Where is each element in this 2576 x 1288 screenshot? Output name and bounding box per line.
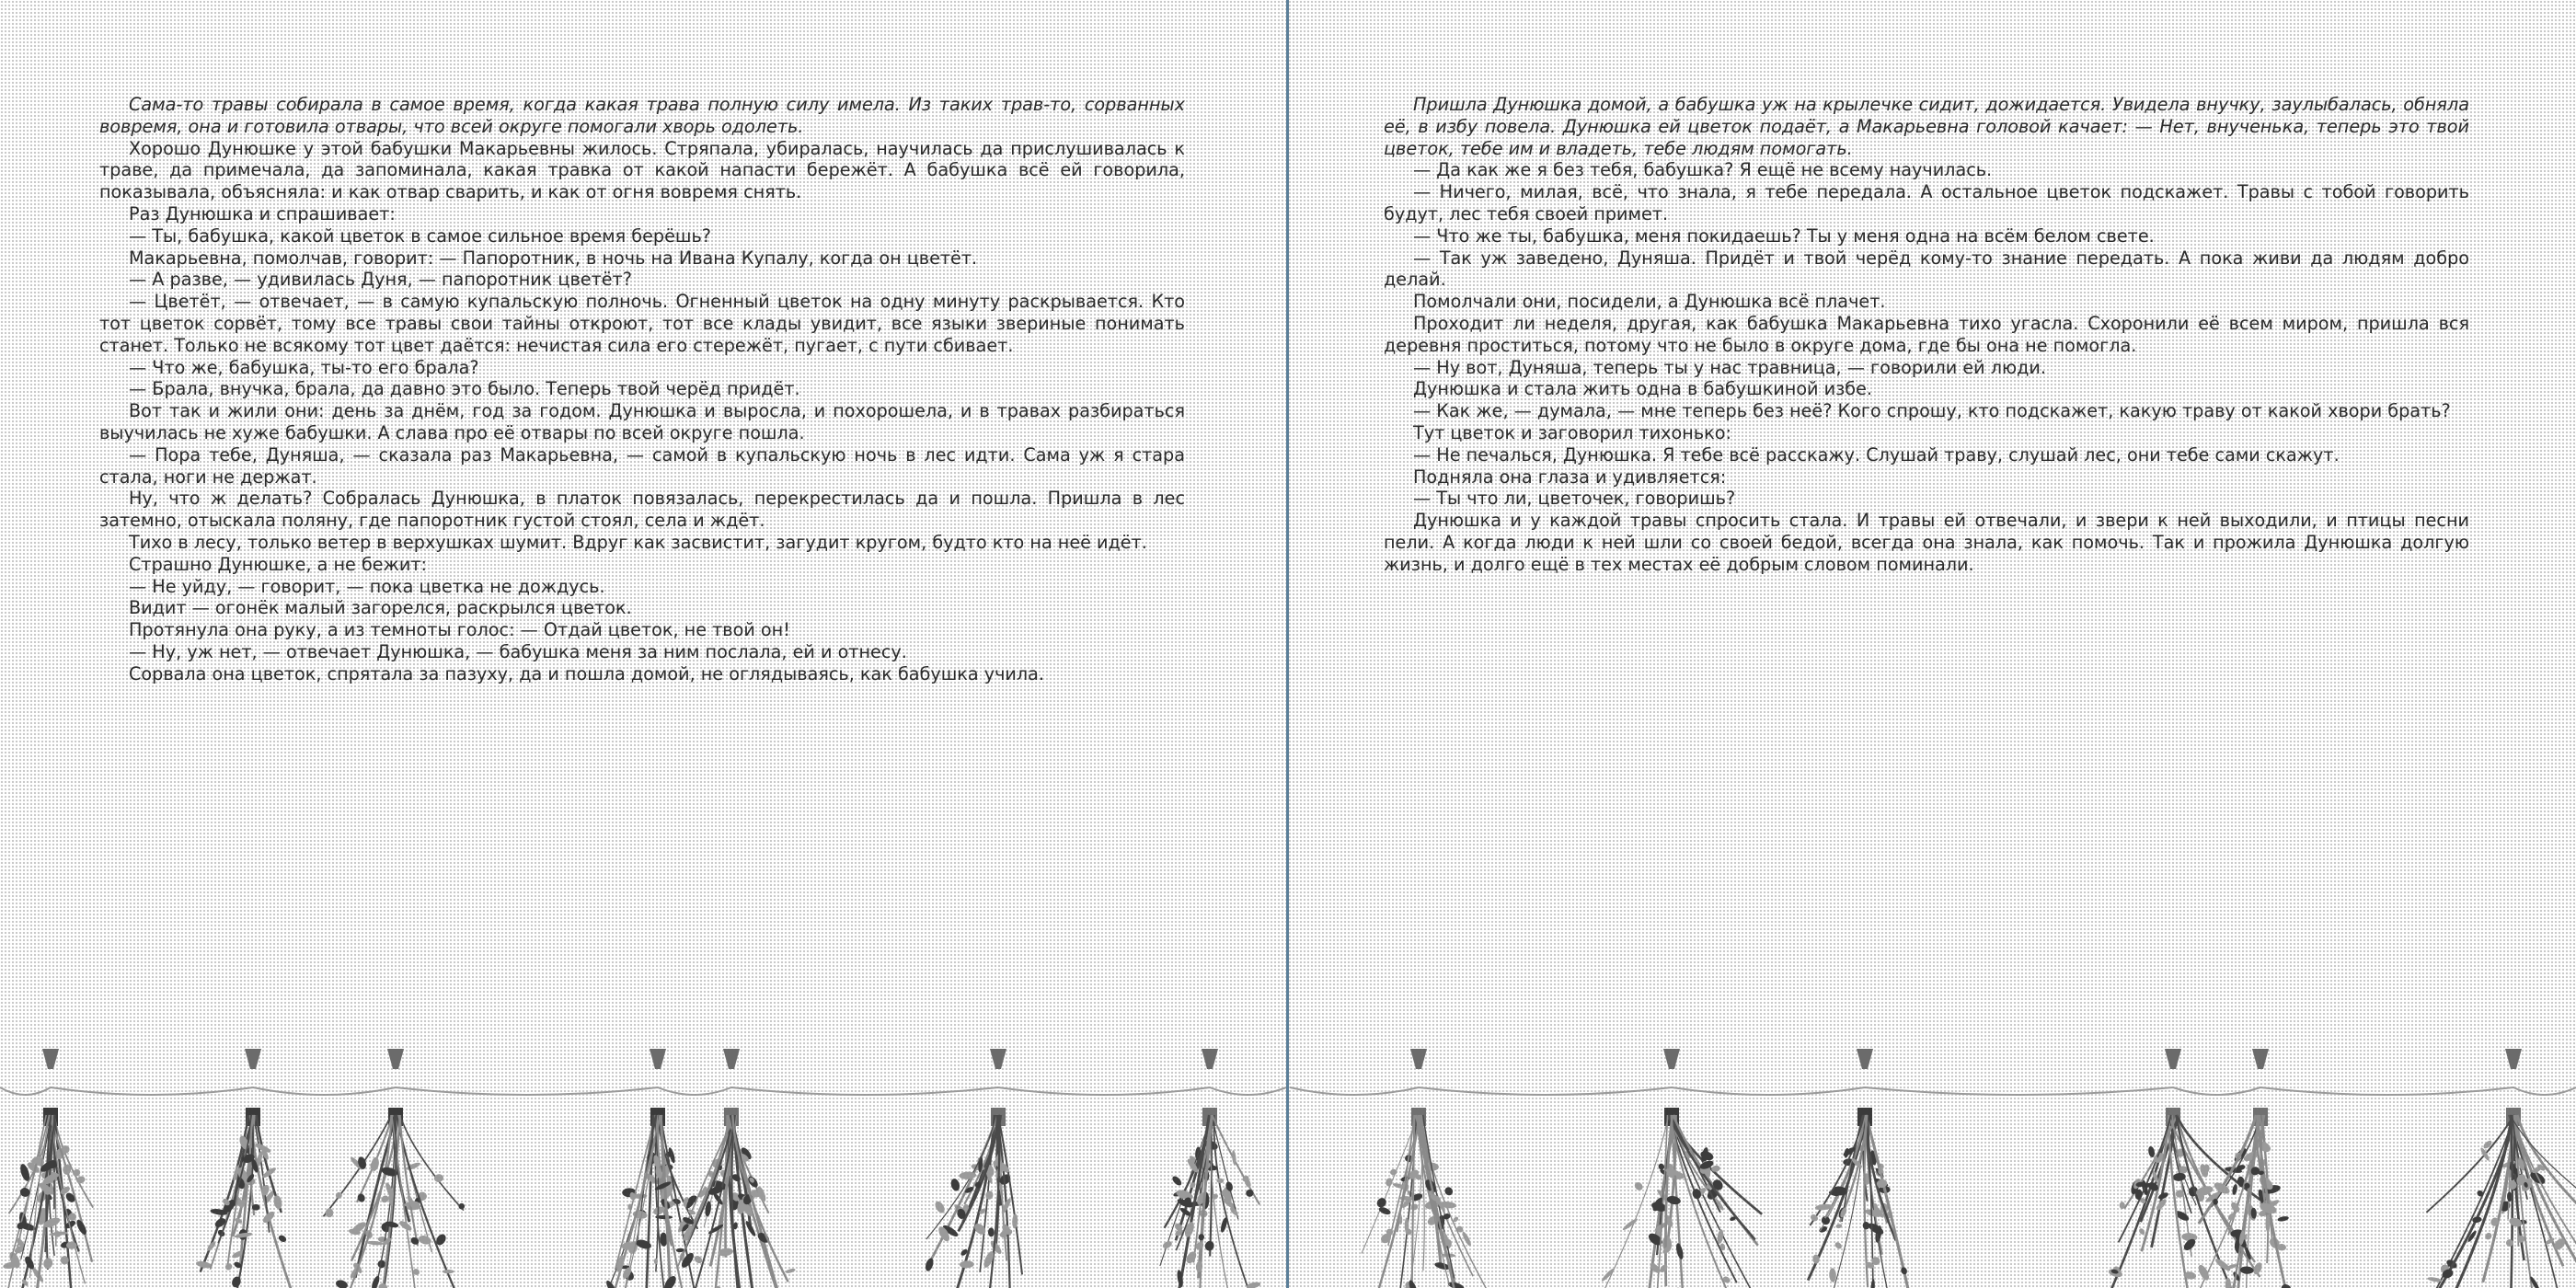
paragraph: — Не печалься, Дунюшка. Я тебе всё расскажу. Слушай траву, слушай лес, они тебе сами скажут. <box>1413 443 2340 466</box>
paragraph: Тихо в лесу, только ветер в верхушках шумит. Вдруг как засвистит, загудит кругом, будто кто на неё идёт. <box>129 531 1147 553</box>
paragraph: — Что же, бабушка, ты-то его брала? <box>129 356 479 378</box>
paragraph: — Ну вот, Дуняша, теперь ты у нас травница, — говорили ей люди. <box>1413 356 2047 378</box>
paragraph: Пришла Дунюшка домой, а бабушка уж на крылечке сидит, дожидается. Увидела внучку, заулыбалась, обняла её, в избу повела. Дунюшка ей цветок подаёт, а Макарьевна головой качает: — Нет, внученька, теперь это твой цветок, тебе им и владеть, тебе людям помогать. <box>1384 94 2469 159</box>
right-page-text <box>1384 94 2469 576</box>
paragraph: Дунюшка и стала жить одна в бабушкиной избе. <box>1413 378 1873 400</box>
paragraph: Сама-то травы собирала в самое время, когда какая трава полную силу имела. Из таких трав-то, сорванных вовремя, она и готовила отвары, что всей округе помогали хворь одолеть. <box>99 94 1185 137</box>
paragraph: — А разве, — удивилась Дуня, — папоротник цветёт? <box>129 269 632 291</box>
paragraph: Вот так и жили они: день за днём, год за годом. Дунюшка и выросла, и похорошела, и в травах разбираться выучилась не хуже бабушки. А слава про её отвары по всей округе пошла. <box>99 400 1185 443</box>
paragraph: — Ну, уж нет, — отвечает Дунюшка, — бабушка меня за ним послала, ей и отнесу. <box>129 640 907 662</box>
left-herb-illustration <box>0 1012 1286 1288</box>
left-page-text <box>99 94 1185 685</box>
herb-bunch <box>2426 1049 2576 1288</box>
paragraph: Страшно Дунюшке, а не бежит: <box>129 553 427 575</box>
paragraph: Хорошо Дунюшке у этой бабушки Макарьевны жилось. Стряпала, убиралась, научилась да прислушивалась к траве, да примечала, да запоминала, какая травка от какой напасти бережёт. А бабушка всё ей говорила, показывала, объясняла: и как отвар сварить, и как от огня вовремя снять. <box>99 137 1185 203</box>
herb-bunch <box>924 1049 1022 1288</box>
paragraph: — Так уж заведено, Дуняша. Придёт и твой черёд кому-то знание передать. А пока живи да людям добро делай. <box>1384 247 2469 291</box>
paragraph: — Брала, внучка, брала, да давно это было. Теперь твой черёд придёт. <box>129 378 800 400</box>
hanging-herbs-illustration <box>0 1012 1286 1288</box>
paragraph: Ну, что ж делать? Собралась Дунюшка, в платок повязалась, перекрестилась да и пошла. Пришла в лес затемно, отыскала поляну, где папоротник густой стоял, села и ждёт. <box>99 488 1185 532</box>
paragraph: — Цветёт, — отвечает, — в самую купальскую полночь. Огненный цветок на одну минуту раскрывается. Кто тот цветок сорвёт, тому все травы свои тайны откроют, тот все клады увидит, все языки звериные понимать станет. Только не всякому тот цвет даётся: нечистая сила его стережёт, пугает, с пути сбивает. <box>99 291 1185 356</box>
paragraph: Видит — огонёк малый загорелся, раскрылся цветок. <box>129 597 632 619</box>
paragraph: — Что же ты, бабушка, меня покидаешь? Ты у меня одна на всём белом свете. <box>1413 224 2155 247</box>
herb-bunch <box>195 1049 294 1288</box>
left-page <box>0 0 1286 1288</box>
herb-bunch <box>1601 1049 1772 1288</box>
herb-bunch <box>323 1049 466 1288</box>
paragraph: Тут цветок и заговорил тихонько: <box>1413 421 1731 443</box>
herb-bunch <box>1808 1049 1908 1288</box>
hanging-string <box>0 1087 1286 1095</box>
paragraph: Макарьевна, помолчав, говорит: — Папоротник, в ночь на Ивана Купалу, когда он цветёт. <box>129 247 978 269</box>
herb-bunch <box>676 1049 796 1288</box>
paragraph: — Да как же я без тебя, бабушка? Я ещё не всему научилась. <box>1413 159 1993 181</box>
right-page <box>1290 0 2576 1288</box>
right-herb-illustration <box>1290 1012 2576 1288</box>
herb-bunch <box>1362 1049 1487 1288</box>
paragraph: Раз Дунюшка и спрашивает: <box>129 202 396 224</box>
paragraph: Проходит ли неделя, другая, как бабушка Макарьевна тихо угасла. Схоронили её всем миром, пришла вся деревня проститься, потому что не было в округе дома, где бы она не помогла. <box>1384 312 2469 356</box>
paragraph: — Не уйду, — говорит, — пока цветка не дождусь. <box>129 575 605 597</box>
hanging-herbs-illustration <box>1290 1012 2576 1288</box>
paragraph: — Пора тебе, Дуняша, — сказала раз Макарьевна, — самой в купальскую ночь в лес идти. Сама уж я стара стала, ноги не держат. <box>99 443 1185 488</box>
paragraph: — Ничего, милая, всё, что знала, я тебе передала. А остальное цветок подскажет. Травы с тобой говорить будут, лес тебя своей примет. <box>1384 181 2469 224</box>
herb-bunch <box>1160 1049 1261 1288</box>
paragraph: Сорвала она цветок, спрятала за пазуху, да и пошла домой, не оглядываясь, как бабушка учила. <box>129 662 1045 684</box>
herb-bunch <box>3 1049 94 1288</box>
paragraph: Протянула она руку, а из темноты голос: — Отдай цветок, не твой он! <box>129 619 790 641</box>
book-spine-divider <box>1286 0 1289 1288</box>
paragraph: Помолчали они, посидели, а Дунюшка всё плачет. <box>1413 291 1886 313</box>
paragraph: — Как же, — думала, — мне теперь без неё? Кого спрошу, кто подскажет, какую траву от какой хвори брать? <box>1413 400 2451 422</box>
paragraph: — Ты что ли, цветочек, говоришь? <box>1413 488 1736 510</box>
paragraph: Дунюшка и у каждой травы спросить стала. И травы ей отвечали, и звери к ней выходили, и птицы песни пели. А когда люди к ней шли со своей бедой, всегда она знала, как помочь. Так и прожила Дунюшка долгую жизнь, и долго ещё в тех местах её добрым словом поминали. <box>1384 510 2469 575</box>
paragraph: Подняла она глаза и удивляется: <box>1413 466 1727 488</box>
paragraph: — Ты, бабушка, какой цветок в самое сильное время берёшь? <box>129 224 711 247</box>
hanging-string <box>1290 1087 2576 1095</box>
